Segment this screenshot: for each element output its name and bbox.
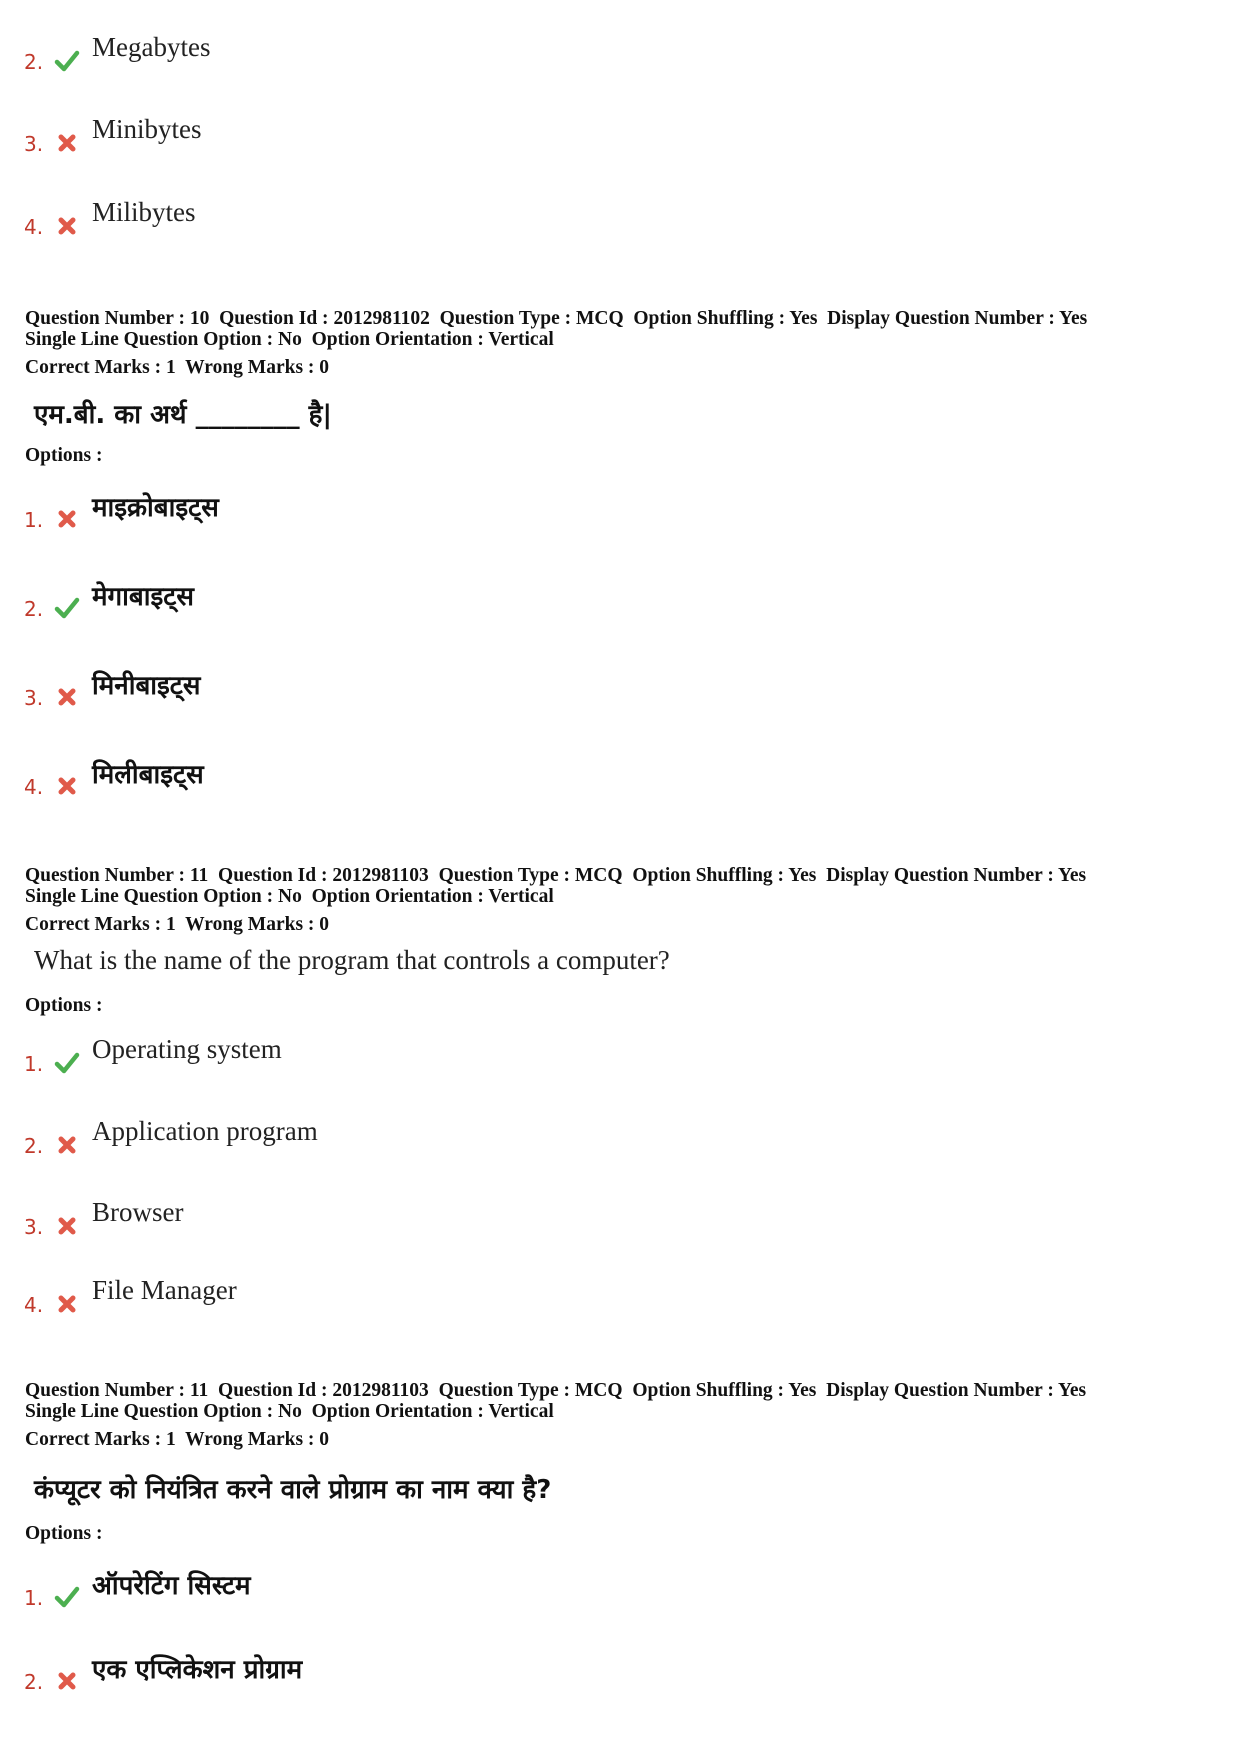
cross-icon (54, 1291, 80, 1317)
option-text: मेगाबाइट्स (92, 582, 194, 612)
question-marks: Correct Marks : 1 Wrong Marks : 0 (25, 357, 330, 378)
option-text: माइक्रोबाइट्स (92, 493, 219, 523)
options-label: Options : (25, 1523, 103, 1544)
option-text: मिलीबाइट्स (92, 760, 204, 790)
option-number: 1. (24, 1586, 44, 1610)
option-number: 2. (24, 1134, 44, 1158)
option-number: 1. (24, 508, 44, 532)
question-meta-line-1: Question Number : 10 Question Id : 2012981102 Question Type : MCQ Option Shuffling : Yes Display Question Number : Yes (25, 308, 1088, 329)
check-icon (54, 595, 80, 621)
cross-icon (54, 1213, 80, 1239)
check-icon (54, 1584, 80, 1610)
option-number: 2. (24, 597, 44, 621)
option-text: Milibytes (92, 197, 196, 227)
check-icon (54, 48, 80, 74)
cross-icon (54, 1668, 80, 1694)
option-number: 4. (24, 775, 44, 799)
option-number: 3. (24, 132, 44, 156)
question-header (25, 308, 1225, 378)
question-marks: Correct Marks : 1 Wrong Marks : 0 (25, 1429, 330, 1450)
option-number: 4. (24, 1293, 44, 1317)
cross-icon (54, 506, 80, 532)
option-text: File Manager (92, 1275, 237, 1305)
options-label: Options : (25, 995, 103, 1016)
option-text: Minibytes (92, 114, 202, 144)
question-header (25, 1380, 1225, 1450)
question-text: एम.बी. का अर्थ ________ है| (34, 400, 332, 430)
option-text: Megabytes (92, 32, 211, 62)
question-meta-line-1: Question Number : 11 Question Id : 2012981103 Question Type : MCQ Option Shuffling : Yes Display Question Number : Yes (25, 865, 1087, 886)
question-meta-line-2: Single Line Question Option : No Option Orientation : Vertical (25, 1401, 554, 1422)
question-header (25, 865, 1225, 935)
question-text: कंप्यूटर को नियंत्रित करने वाले प्रोग्राम का नाम क्या है? (34, 1475, 552, 1505)
option-number: 1. (24, 1052, 44, 1076)
option-text: Operating system (92, 1034, 282, 1064)
cross-icon (54, 684, 80, 710)
option-number: 3. (24, 686, 44, 710)
option-text: मिनीबाइट्स (92, 671, 201, 701)
cross-icon (54, 213, 80, 239)
option-text: Browser (92, 1197, 184, 1227)
option-text: ऑपरेटिंग सिस्टम (92, 1571, 251, 1601)
option-text: एक एप्लिकेशन प्रोग्राम (92, 1655, 303, 1685)
option-number: 4. (24, 215, 44, 239)
cross-icon (54, 1132, 80, 1158)
question-meta-line-2: Single Line Question Option : No Option Orientation : Vertical (25, 886, 554, 907)
option-number: 2. (24, 1670, 44, 1694)
cross-icon (54, 130, 80, 156)
question-marks: Correct Marks : 1 Wrong Marks : 0 (25, 914, 330, 935)
option-number: 3. (24, 1215, 44, 1239)
question-meta-line-2: Single Line Question Option : No Option Orientation : Vertical (25, 329, 554, 350)
option-text: Application program (92, 1116, 318, 1146)
check-icon (54, 1050, 80, 1076)
option-number: 2. (24, 50, 44, 74)
cross-icon (54, 773, 80, 799)
options-label: Options : (25, 445, 103, 466)
question-meta-line-1: Question Number : 11 Question Id : 2012981103 Question Type : MCQ Option Shuffling : Yes Display Question Number : Yes (25, 1380, 1087, 1401)
question-text: What is the name of the program that controls a computer? (34, 945, 670, 975)
